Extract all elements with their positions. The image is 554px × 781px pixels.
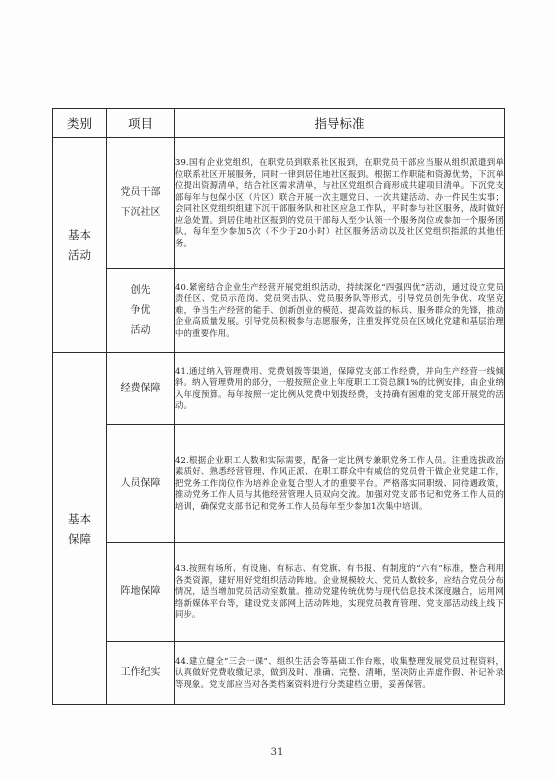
guidance-standard-table — [52, 108, 505, 705]
item-label: 创先争优活动 — [130, 284, 151, 336]
category-cell — [53, 138, 107, 353]
standard-text: 39.国有企业党组织，在职党员到联系社区报到，在职党员干部应当服从组织派遣到单位联系社区开展服务，同时一律到居住地社区报到。根据工作职能和资源优势，下沉单位提出资源清单，结合社区需求清单，与社区党组织合商形成共建项目清单。下沉党支部每年与包保小区（片区）联合开展一次主题党日、一次共建活动、办一件民生实事；会同社区党组织组建下沉干部服务队和社区应急工作队，平时参与社区服务，战时做好应急处置。到居住地社区报到的党员干部每人至少认领一个服务岗位或参加一个服务团队，每年至少参加5次（不少于20小时）社区服务活动以及社区党组织指派的其他任务。 — [175, 138, 505, 269]
standard-text: 40.紧密结合企业生产经营开展党组织活动，持续深化“四强四优”活动，通过设立党员责任区、党员示范岗、党员突击队、党员服务队等形式，引导党员创先争优、攻坚克难，争当生产经营的能手、创新创业的模范、提高效益的标兵、服务群众的先锋，推动企业高质量发展。引导党员积极参与志愿服务，注重发挥党员在区域化党建和基层治理中的重要作用。 — [175, 269, 505, 353]
table-row — [53, 269, 505, 353]
item-label: 阵地保障 — [120, 586, 161, 597]
standard-text: 42.根据企业职工人数和实际需要，配备一定比例专兼职党务工作人员。注重选拔政治素质好、熟悉经营管理、作风正派、在职工群众中有威信的党员骨干做企业党建工作，把党务工作岗位作为培养企业复合型人才的重要平台。严格落实同职级、同待遇政策，推动党务工作人员与其他经营管理人员双向交流。加强对党支部书记和党务工作人员的培训，确保党支部书记和党务工作人员每年至少参加1次集中培训。 — [175, 425, 505, 543]
item-label: 经费保障 — [120, 382, 161, 394]
category-cell — [53, 353, 107, 705]
item-label: 工作纪实 — [120, 667, 161, 678]
item-cell — [107, 269, 175, 353]
category-label: 基本保障 — [68, 511, 91, 546]
table-row — [53, 138, 505, 269]
table-row — [53, 353, 505, 425]
item-label: 党员干部下沉社区 — [120, 187, 161, 218]
standard-text: 43.按照有场所、有设施、有标志、有党旗、有书报、有制度的“六有”标准，整合利用各类资源，建好用好党组织活动阵地。企业规模较大、党员人数较多，应结合党员分布情况，适当增加党员活动室数量。推动党建传统优势与现代信息技术深度融合，运用网络新媒体平台等，建设党支部网上活动阵地，实现党员教育管理、党支部活动线上线下同步。 — [175, 543, 505, 642]
item-cell — [107, 425, 175, 543]
standard-text: 44.建立健全“三会一课”、组织生活会等基础工作台账，收集整理发展党员过程资料，认真做好党费收缴记录，做到及时、准确、完整、清晰，坚决防止弄虚作假、补记补录等现象。党支部应当对各类档案资料进行分类建档立册，妥善保管。 — [175, 642, 505, 705]
item-label: 人员保障 — [120, 477, 161, 489]
item-cell — [107, 353, 175, 425]
table-row — [53, 425, 505, 543]
item-cell — [107, 642, 175, 705]
page-number: 31 — [270, 747, 284, 758]
item-cell — [107, 543, 175, 642]
table-header-row — [53, 109, 505, 138]
standard-text: 41.通过纳入管理费用、党费划拨等渠道，保障党支部工作经费，并向生产经营一线倾斜。纳入管理费用的部分，一般按照企业上年度职工工资总额1%的比例安排，由企业纳入年度预算。每年按照一定比例从党费中划拨经费，支持确有困难的党支部开展党的活动。 — [175, 353, 505, 425]
category-label: 基本活动 — [68, 228, 91, 262]
header-item: 项目 — [107, 109, 175, 138]
header-standard: 指导标准 — [175, 109, 505, 138]
table-row — [53, 543, 505, 642]
header-category: 类别 — [53, 109, 107, 138]
item-cell — [107, 138, 175, 269]
table-row — [53, 642, 505, 705]
